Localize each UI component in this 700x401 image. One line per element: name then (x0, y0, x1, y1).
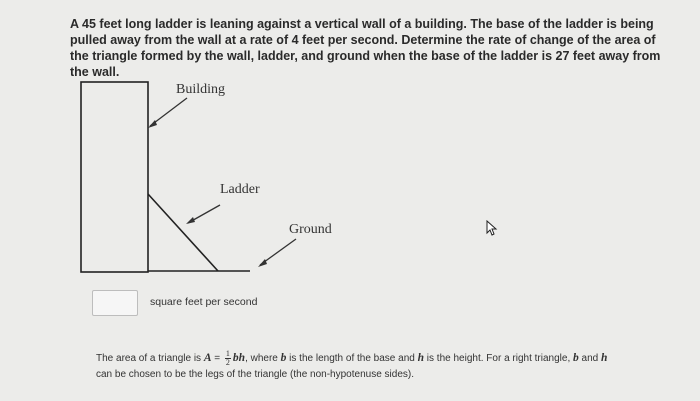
units-label: square feet per second (150, 296, 258, 308)
ground-label: Ground (289, 222, 332, 237)
mouse-pointer-icon (486, 220, 498, 241)
hint-part-3: is the length of the base and (286, 353, 418, 365)
building-wall (81, 82, 148, 272)
diagram-svg (70, 70, 370, 280)
hint-part-6: can be chosen to be the legs of the triangle (the non-hypotenuse sides). (96, 369, 414, 381)
one-half-fraction (225, 350, 231, 367)
var-h: h (417, 352, 425, 365)
hint-text (96, 350, 616, 383)
fraction-numerator: 1 (225, 349, 230, 358)
answer-input[interactable] (92, 290, 138, 316)
ladder-line (148, 194, 218, 271)
var-b-2: b (573, 352, 579, 365)
var-b: b (280, 352, 287, 365)
building-label: Building (176, 82, 226, 97)
ladder-diagram (70, 70, 370, 285)
ladder-arrowhead (186, 217, 195, 224)
problem-statement: A 45 feet long ladder is leaning against a vertical wall of a building. The base of the ladder is being pulled away from the wall at a rate of 4 feet per second. Determine the rate of change of the area of the triangle formed by the wall, ladder, and ground when the base of the ladder is 27 feet away from the wall. (70, 17, 661, 79)
equals-sign: = (211, 353, 223, 365)
var-bh: bh (232, 352, 246, 365)
hint-part-2: , where (245, 353, 281, 365)
ladder-label: Ladder (220, 182, 260, 197)
fraction-denominator: 2 (225, 358, 230, 367)
hint-part-5: and (578, 353, 601, 365)
hint-part-4: is the height. For a right triangle, (424, 353, 573, 365)
var-a: A (203, 352, 212, 365)
var-h-2: h (601, 352, 608, 365)
hint-part-1: The area of a triangle is (96, 353, 204, 365)
